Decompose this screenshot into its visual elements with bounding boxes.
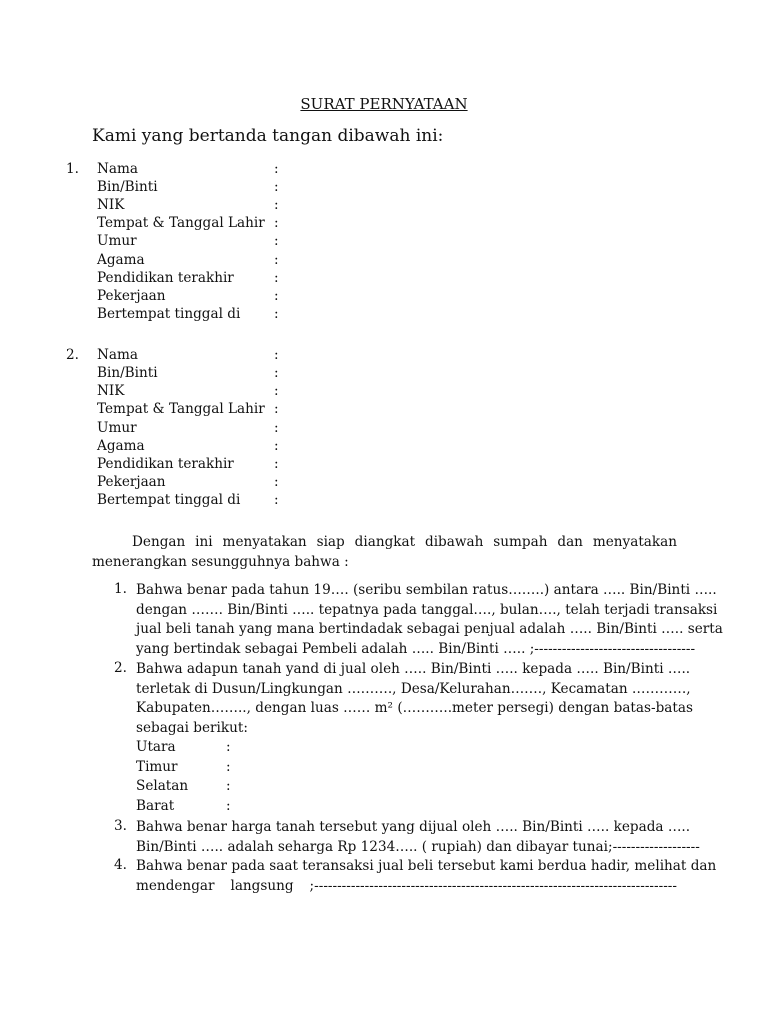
field-colon: : <box>274 215 279 231</box>
boundary-colon: : <box>226 778 231 794</box>
boundary-colon: : <box>226 739 231 755</box>
point-number: 3. <box>114 818 127 834</box>
point-line: Bahwa benar pada saat teransaksi jual beli tersebut kami berdua hadir, melihat dan <box>136 858 717 874</box>
point-line: yang bertindak sebagai Pembeli adalah ….. Bin/Binti ….. ;----------------------------------- <box>136 640 696 657</box>
field-label: NIK <box>97 383 125 399</box>
field-label: Bin/Binti <box>97 179 158 195</box>
field-label: Nama <box>97 161 138 177</box>
point-line: Kabupaten…….., dengan luas …… m² (………..meter persegi) dengan batas-batas <box>136 700 693 716</box>
point-line: Bahwa benar pada tahun 19…. (seribu sembilan ratus……..) antara ….. Bin/Binti ….. <box>136 582 717 598</box>
field-colon: : <box>274 492 279 508</box>
field-colon: : <box>274 347 279 363</box>
boundary-label: Timur <box>136 759 178 775</box>
field-label: Pendidikan terakhir <box>97 270 234 286</box>
point-number: 1. <box>114 581 127 597</box>
field-label: Tempat & Tanggal Lahir <box>97 401 265 417</box>
field-label: Umur <box>97 420 137 436</box>
point-number: 2. <box>114 660 127 676</box>
person-number: 2. <box>66 347 79 363</box>
boundary-colon: : <box>226 759 231 775</box>
point-line: Bahwa adapun tanah yand di jual oleh ….. Bin/Binti ….. kepada ….. Bin/Binti ….. <box>136 661 691 677</box>
statement-paragraph <box>92 532 677 572</box>
field-colon: : <box>274 365 279 381</box>
field-label: Bertempat tinggal di <box>97 306 241 322</box>
field-colon: : <box>274 252 279 268</box>
field-label: Agama <box>97 438 145 454</box>
field-label: Pendidikan terakhir <box>97 456 234 472</box>
point-1-text <box>136 581 723 659</box>
point-3-text <box>136 818 700 857</box>
point-line: Bahwa benar harga tanah tersebut yang dijual oleh ….. Bin/Binti ….. kepada ….. <box>136 819 691 835</box>
field-label: Agama <box>97 252 145 268</box>
field-label: Tempat & Tanggal Lahir <box>97 215 265 231</box>
intro-text: Kami yang bertanda tangan dibawah ini: <box>92 126 444 146</box>
field-colon: : <box>274 383 279 399</box>
field-colon: : <box>274 179 279 195</box>
field-label: Bin/Binti <box>97 365 158 381</box>
field-colon: : <box>274 161 279 177</box>
field-colon: : <box>274 456 279 472</box>
point-line: sebagai berikut: <box>136 719 248 736</box>
point-line: mendengar langsung ;------------------------------------------------------------------------------- <box>136 877 677 894</box>
field-label: Bertempat tinggal di <box>97 492 241 508</box>
boundary-colon: : <box>226 798 231 814</box>
point-4-text <box>136 857 717 896</box>
boundary-label: Selatan <box>136 778 189 794</box>
field-colon: : <box>274 288 279 304</box>
field-colon: : <box>274 270 279 286</box>
point-line: terletak di Dusun/Lingkungan ………., Desa/Kelurahan……., Kecamatan …………, <box>136 680 691 697</box>
statement-line: Dengan ini menyatakan siap diangkat dibawah sumpah dan menyatakan <box>132 534 677 550</box>
boundary-label: Utara <box>136 739 176 755</box>
point-line: jual beli tanah yang mana bertindadak sebagai penjual adalah ….. Bin/Binti ….. serta <box>136 621 723 637</box>
field-colon: : <box>274 420 279 436</box>
field-colon: : <box>274 438 279 454</box>
boundary-label: Barat <box>136 798 175 814</box>
person-number: 1. <box>66 161 79 177</box>
field-colon: : <box>274 474 279 490</box>
field-label: Pekerjaan <box>97 288 166 304</box>
field-colon: : <box>274 401 279 417</box>
field-label: Pekerjaan <box>97 474 166 490</box>
field-colon: : <box>274 306 279 322</box>
point-line: dengan ……. Bin/Binti ….. tepatnya pada tanggal…., bulan…., telah terjadi transaksi <box>136 601 718 618</box>
field-label: NIK <box>97 197 125 213</box>
document-title: SURAT PERNYATAAN <box>300 95 468 113</box>
point-line: Bin/Binti ….. adalah seharga Rp 1234….. ( rupiah) dan dibayar tunai;------------------- <box>136 838 700 855</box>
point-2-text <box>136 660 693 738</box>
field-label: Umur <box>97 233 137 249</box>
field-label: Nama <box>97 347 138 363</box>
field-colon: : <box>274 197 279 213</box>
field-colon: : <box>274 233 279 249</box>
point-number: 4. <box>114 857 127 873</box>
statement-line: menerangkan sesungguhnya bahwa : <box>92 554 349 570</box>
